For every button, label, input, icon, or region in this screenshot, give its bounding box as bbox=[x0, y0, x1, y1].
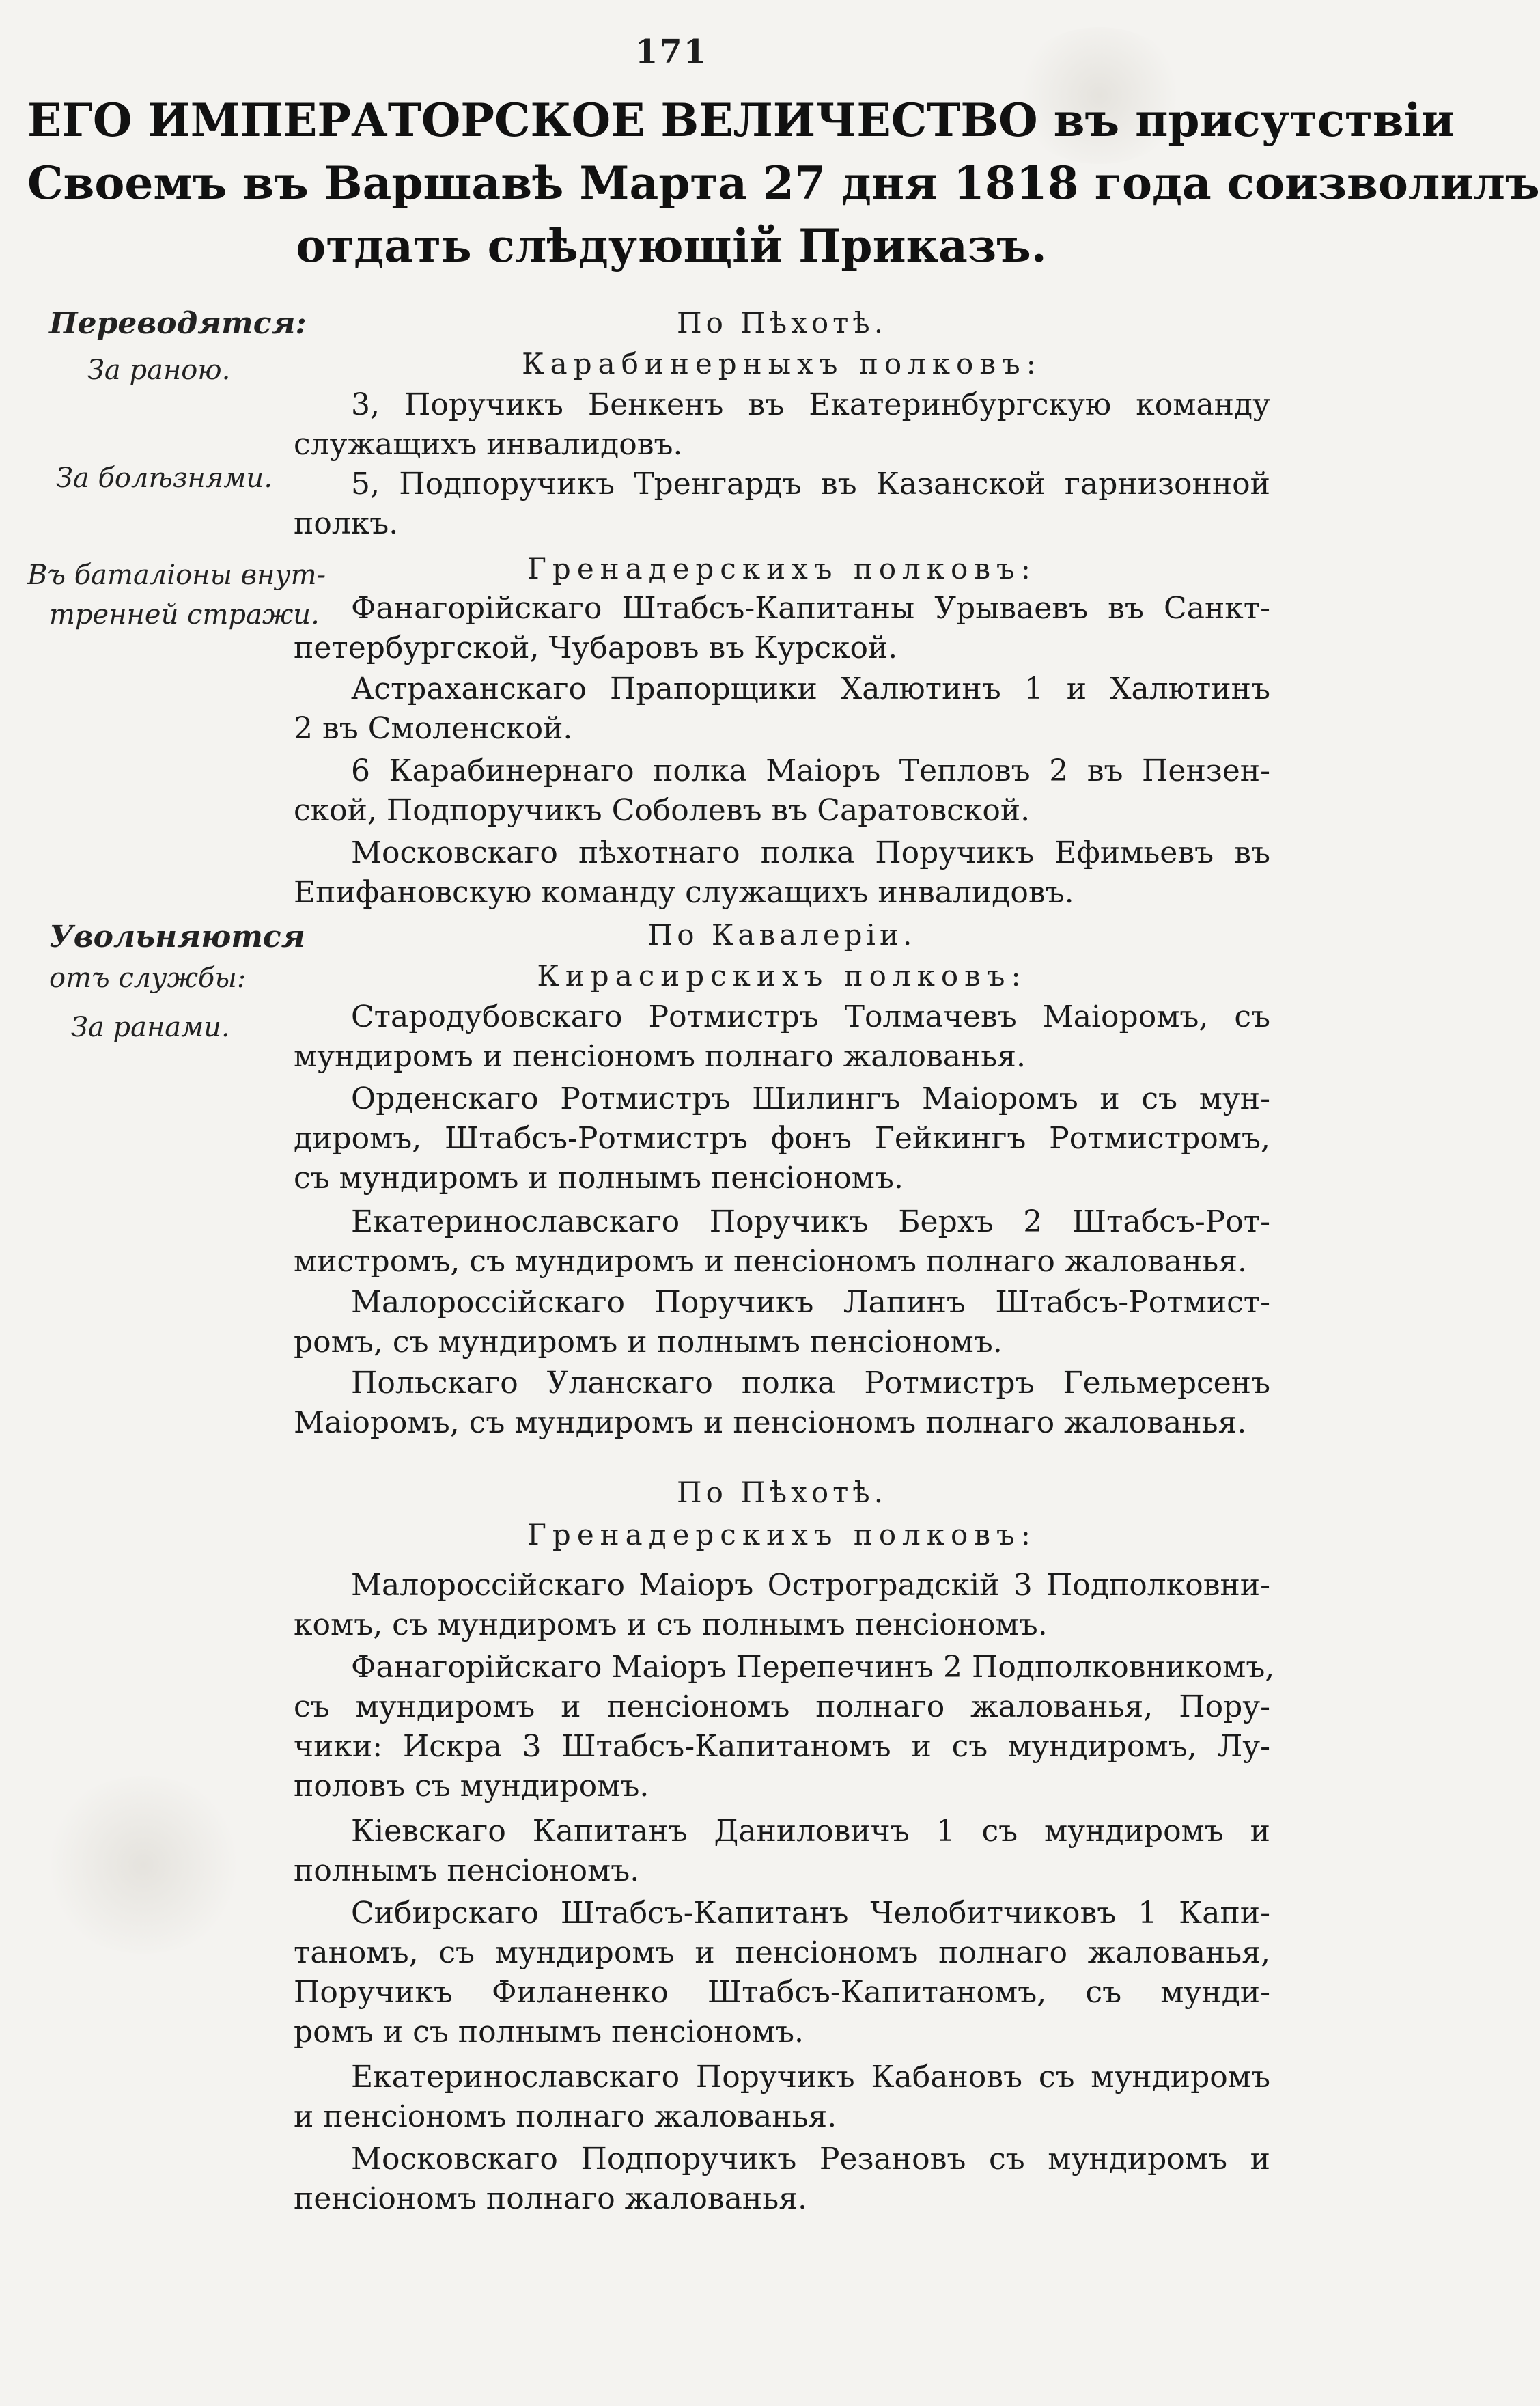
order-paragraph bbox=[294, 833, 1270, 913]
order-paragraph bbox=[294, 2140, 1270, 2219]
margin-note-transferred: Переводятся: bbox=[49, 306, 307, 341]
paragraph-line: 2 въ Смоленской. bbox=[294, 711, 573, 746]
subheading-carabinier: Карабинерныхъ полковъ: bbox=[522, 347, 1042, 381]
paragraph-line: съ мундиромъ и полнымъ пенсіономъ. bbox=[294, 1161, 904, 1195]
paragraph-line: Малороссійскаго Поручикъ Лапинъ Штабсъ-Ротмист- bbox=[351, 1285, 1270, 1320]
paragraph-line: Маіоромъ, съ мундиромъ и пенсіономъ полнаго жалованья. bbox=[294, 1405, 1247, 1440]
margin-note-wound: За раною. bbox=[87, 355, 231, 386]
paragraph-line: Малороссійскаго Маіоръ Остроградскій 3 Подполковни- bbox=[351, 1568, 1270, 1603]
paragraph-line: Московскаго Подпоручикъ Резановъ съ мундиромъ и bbox=[351, 2142, 1270, 2176]
margin-note-discharged: Увольняются bbox=[49, 919, 305, 954]
order-paragraph bbox=[294, 1894, 1270, 2052]
paragraph-line: съ мундиромъ и пенсіономъ полнаго жалованья, Пору- bbox=[294, 1689, 1270, 1724]
margin-note-wounds: За ранами. bbox=[71, 1012, 230, 1043]
order-paragraph bbox=[294, 1202, 1270, 1282]
paragraph-line: ской, Подпоручикъ Соболевъ въ Саратовской. bbox=[294, 793, 1031, 828]
paragraph-line: петербургской, Чубаровъ въ Курской. bbox=[294, 631, 898, 665]
order-paragraph bbox=[294, 1648, 1275, 1806]
section-heading-infantry: По Пѣхотѣ. bbox=[676, 306, 888, 340]
paragraph-line: диромъ, Штабсъ-Ротмистръ фонъ Гейкингъ Ротмистромъ, bbox=[294, 1121, 1270, 1156]
paragraph-line: таномъ, съ мундиромъ и пенсіономъ полнаго жалованья, bbox=[294, 1935, 1270, 1970]
paragraph-line: ромъ и съ полнымъ пенсіономъ. bbox=[294, 2015, 804, 2049]
paragraph-line: Екатеринославскаго Поручикъ Кабановъ съ мундиромъ bbox=[351, 2060, 1270, 2094]
margin-note-discharged: отъ службы: bbox=[49, 963, 247, 994]
margin-note-illness: За болѣзнями. bbox=[56, 462, 273, 494]
order-paragraph bbox=[294, 385, 1270, 465]
margin-note-internal-guard: тренней стражи. bbox=[49, 599, 320, 631]
page-number: 171 bbox=[634, 33, 708, 71]
paragraph-line: Польскаго Уланскаго полка Ротмистръ Гельмерсенъ bbox=[351, 1366, 1270, 1400]
paragraph-line: пенсіономъ полнаго жалованья. bbox=[294, 2181, 807, 2216]
paragraph-line: Екатеринославскаго Поручикъ Берхъ 2 Штабсъ-Рот- bbox=[351, 1204, 1270, 1239]
paragraph-line: Кіевскаго Капитанъ Даниловичъ 1 съ мундиромъ и bbox=[351, 1814, 1270, 1849]
paragraph-line: полнымъ пенсіономъ. bbox=[294, 1853, 640, 1888]
title-line: отдать слѣдующій Приказъ. bbox=[296, 219, 1047, 273]
paragraph-line: ромъ, съ мундиромъ и полнымъ пенсіономъ. bbox=[294, 1325, 1003, 1359]
paragraph-line: 5, Подпоручикъ Тренгардъ въ Казанской гарнизонной bbox=[351, 467, 1270, 501]
title-line: ЕГО ИМПЕРАТОРСКОЕ ВЕЛИЧЕСТВО въ присутствіи bbox=[27, 94, 1455, 147]
order-paragraph bbox=[294, 465, 1270, 544]
paragraph-line: Московскаго пѣхотнаго полка Поручикъ Ефимьевъ въ bbox=[351, 835, 1270, 870]
paragraph-line: 6 Карабинернаго полка Маіоръ Тепловъ 2 въ Пензен- bbox=[351, 753, 1270, 788]
paragraph-line: Сибирскаго Штабсъ-Капитанъ Челобитчиковъ 1 Капи- bbox=[351, 1896, 1270, 1931]
order-paragraph bbox=[294, 2058, 1270, 2137]
order-paragraph bbox=[294, 1812, 1270, 1891]
paragraph-line: мундиромъ и пенсіономъ полнаго жалованья. bbox=[294, 1039, 1026, 1074]
paragraph-line: половъ съ мундиромъ. bbox=[294, 1769, 649, 1803]
section-heading-infantry: По Пѣхотѣ. bbox=[676, 1476, 888, 1509]
paragraph-line: мистромъ, съ мундиромъ и пенсіономъ полнаго жалованья. bbox=[294, 1244, 1247, 1279]
order-paragraph bbox=[294, 751, 1270, 831]
paragraph-line: Фанагорійскаго Маіоръ Перепечинъ 2 Подполковникомъ, bbox=[351, 1650, 1275, 1685]
paragraph-line: Стародубовскаго Ротмистръ Толмачевъ Маіоромъ, съ bbox=[351, 999, 1270, 1034]
order-paragraph bbox=[294, 997, 1270, 1077]
subheading-grenadier: Гренадерскихъ полковъ: bbox=[527, 1518, 1037, 1551]
order-paragraph bbox=[294, 669, 1270, 749]
page-title bbox=[27, 89, 1540, 277]
paragraph-line: 3, Поручикъ Бенкенъ въ Екатеринбургскую команду bbox=[351, 387, 1270, 422]
paragraph-line: служащихъ инвалидовъ. bbox=[294, 427, 683, 462]
paragraph-line: Епифановскую команду служащихъ инвалидовъ. bbox=[294, 875, 1074, 910]
title-line: Своемъ въ Варшавѣ Марта 27 дня 1818 года соизволилъ bbox=[27, 156, 1540, 210]
order-paragraph bbox=[294, 1283, 1270, 1362]
paragraph-line: Поручикъ Филаненко Штабсъ-Капитаномъ, съ мунди- bbox=[294, 1975, 1270, 2010]
order-paragraph bbox=[294, 589, 1270, 668]
paragraph-line: Фанагорійскаго Штабсъ-Капитаны Урываевъ въ Санкт- bbox=[351, 591, 1270, 626]
subheading-cuirassier: Кирасирскихъ полковъ: bbox=[537, 959, 1027, 993]
section-heading-cavalry: По Кавалеріи. bbox=[647, 918, 916, 952]
paragraph-line: и пенсіономъ полнаго жалованья. bbox=[294, 2099, 837, 2134]
paragraph-line: чики: Искра 3 Штабсъ-Капитаномъ и съ мундиромъ, Лу- bbox=[294, 1729, 1270, 1764]
order-paragraph bbox=[294, 1364, 1270, 1443]
margin-note-internal-guard: Въ баталіоны внут- bbox=[27, 559, 326, 591]
order-paragraph bbox=[294, 1566, 1270, 1645]
paragraph-line: полкъ. bbox=[294, 506, 399, 541]
paragraph-line: Орденскаго Ротмистръ Шилингъ Маіоромъ и съ мун- bbox=[351, 1081, 1270, 1116]
order-paragraph bbox=[294, 1079, 1270, 1198]
paragraph-line: комъ, съ мундиромъ и съ полнымъ пенсіономъ. bbox=[294, 1607, 1048, 1642]
paragraph-line: Астраханскаго Прапорщики Халютинъ 1 и Халютинъ bbox=[351, 672, 1270, 706]
paper-stain bbox=[41, 1776, 246, 1954]
subheading-grenadier: Гренадерскихъ полковъ: bbox=[527, 552, 1037, 585]
